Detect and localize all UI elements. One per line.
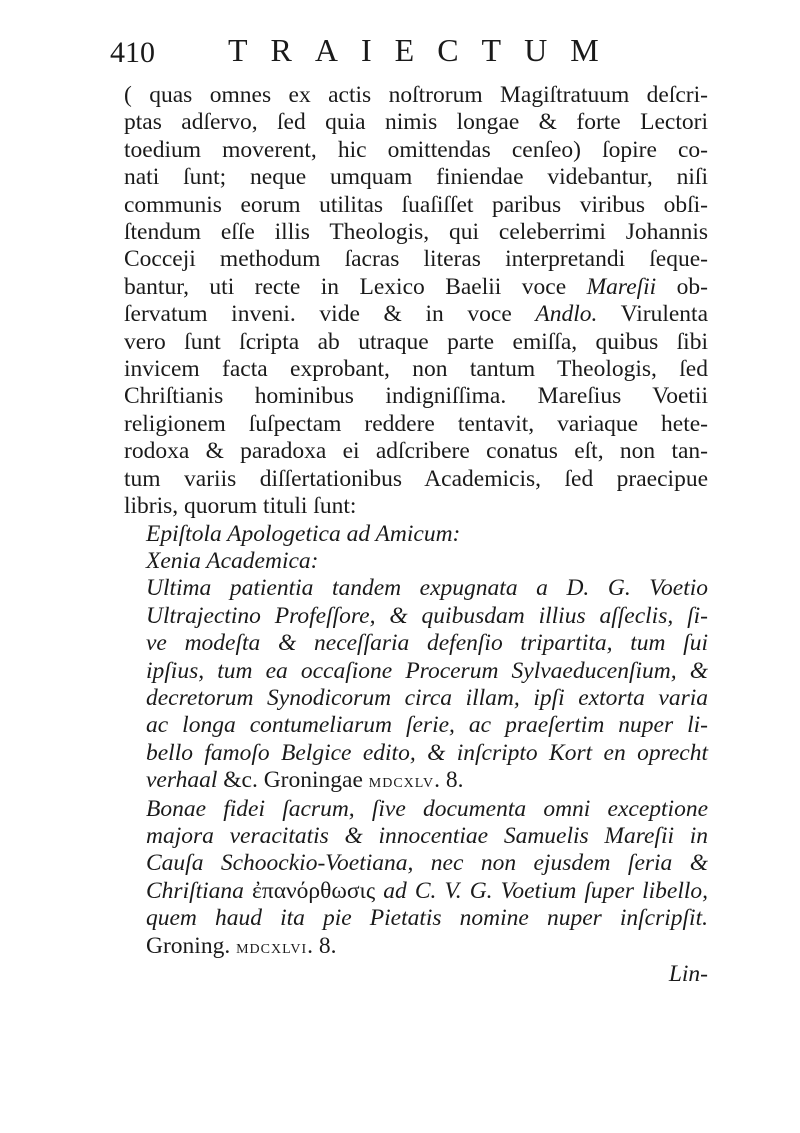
text-line: ptas adſervo, ſed quia nimis longae & forte Lectori bbox=[124, 109, 708, 136]
running-title: TRAIECTUM bbox=[228, 32, 622, 68]
catchword: Lin- bbox=[668, 961, 708, 987]
text-line bbox=[124, 274, 708, 301]
text-line bbox=[124, 878, 708, 905]
text-line: toedium moverent, hic omittendas cenſeo) ſopire co- bbox=[124, 136, 708, 163]
text-line: communis eorum utilitas ſuaſiſſet paribus viribus obſi- bbox=[124, 191, 708, 218]
text-segment: ob- bbox=[656, 273, 708, 300]
text-line bbox=[124, 767, 708, 795]
year-numeral: mdcxlv bbox=[368, 770, 435, 793]
text-line: vero ſunt ſcripta ab utraque parte emiſſa, quibus ſibi bbox=[124, 328, 708, 355]
italic-term: Andlo. bbox=[535, 301, 598, 328]
book-title-line: quem haud ita pie Pietatis nomine nuper inſcripſit. bbox=[146, 905, 708, 932]
page-header bbox=[110, 32, 710, 72]
book-title-line: Ultima patientia tandem expugnata a D. G. Voetio bbox=[146, 575, 708, 602]
italic-term: ad C. V. G. Voetium ſuper libello, bbox=[375, 877, 708, 904]
book-title-line: ve modeſta & neceſſaria defenſio tripartita, tum ſui bbox=[146, 630, 708, 657]
book-title-line: Ultrajectino Profeſſore, & quibusdam illius aſſeclis, ſi- bbox=[146, 602, 708, 629]
text-line: ſtendum eſſe illis Theologis, qui celeberrimi Johannis bbox=[124, 219, 708, 246]
page-number: 410 bbox=[110, 36, 155, 69]
italic-term: Chriſtiana bbox=[146, 877, 253, 904]
text-segment: ſervatum inveni. vide & in voce bbox=[124, 301, 536, 328]
text-segment: . 8. bbox=[307, 932, 337, 959]
book-title-line: ac longa contumeliarum ſerie, ac praeſertim nuper li- bbox=[146, 712, 708, 739]
italic-term: verhaal bbox=[146, 767, 218, 794]
text-line: rodoxa & paradoxa ei adſcribere conatus eſt, non tan- bbox=[124, 438, 708, 465]
text-line: Cocceji methodum ſacras literas interpretandi ſeque- bbox=[124, 246, 708, 273]
text-line bbox=[124, 301, 708, 328]
text-line: nati ſunt; neque umquam finiendae videbantur, niſi bbox=[124, 164, 708, 191]
text-line: invicem facta exprobant, non tantum Theologis, ſed bbox=[124, 356, 708, 383]
text-line: Chriſtianis hominibus indigniſſima. Mareſius Voetii bbox=[124, 383, 708, 410]
italic-term: Mareſii bbox=[586, 273, 657, 300]
text-segment: bantur, uti recte in Lexico Baelii voce bbox=[124, 273, 587, 300]
greek-word: ἐπανόρθωσις bbox=[252, 877, 376, 904]
text-line: libris, quorum tituli ſunt: bbox=[124, 493, 357, 520]
text-segment: Virulenta bbox=[597, 301, 708, 328]
book-title-line: Cauſa Schoockio-Voetiana, nec non ejusdem ſeria & bbox=[146, 850, 708, 877]
book-title-line: Epiſtola Apologetica ad Amicum: bbox=[146, 520, 461, 547]
text-segment: &c. Groningae bbox=[217, 767, 369, 794]
text-line: tum variis diſſertationibus Academicis, ſed praecipue bbox=[124, 465, 708, 492]
text-segment: Groning. bbox=[146, 932, 237, 959]
text-segment: . 8. bbox=[434, 767, 464, 794]
book-title-line: bello famoſo Belgice edito, & inſcripto Kort en oprecht bbox=[146, 739, 708, 766]
book-title-line: ipſius, tum ea occaſione Procerum Sylvaeducenſium, & bbox=[146, 657, 708, 684]
text-line: religionem ſuſpectam reddere tentavit, variaque hete- bbox=[124, 410, 708, 437]
main-text bbox=[124, 82, 708, 988]
book-title-line: Bonae fidei ſacrum, ſive documenta omni exceptione bbox=[146, 795, 708, 822]
book-title-line: majora veracitatis & innocentiae Samuelis Mareſii in bbox=[146, 822, 708, 849]
book-title-line: Xenia Academica: bbox=[146, 547, 319, 574]
text-line bbox=[124, 933, 708, 961]
text-line: ( quas omnes ex actis noſtrorum Magiſtratuum deſcri- bbox=[124, 82, 708, 108]
year-numeral: mdcxlvi bbox=[236, 935, 308, 958]
book-title-line: decretorum Synodicorum circa illam, ipſi extorta varia bbox=[146, 684, 708, 711]
